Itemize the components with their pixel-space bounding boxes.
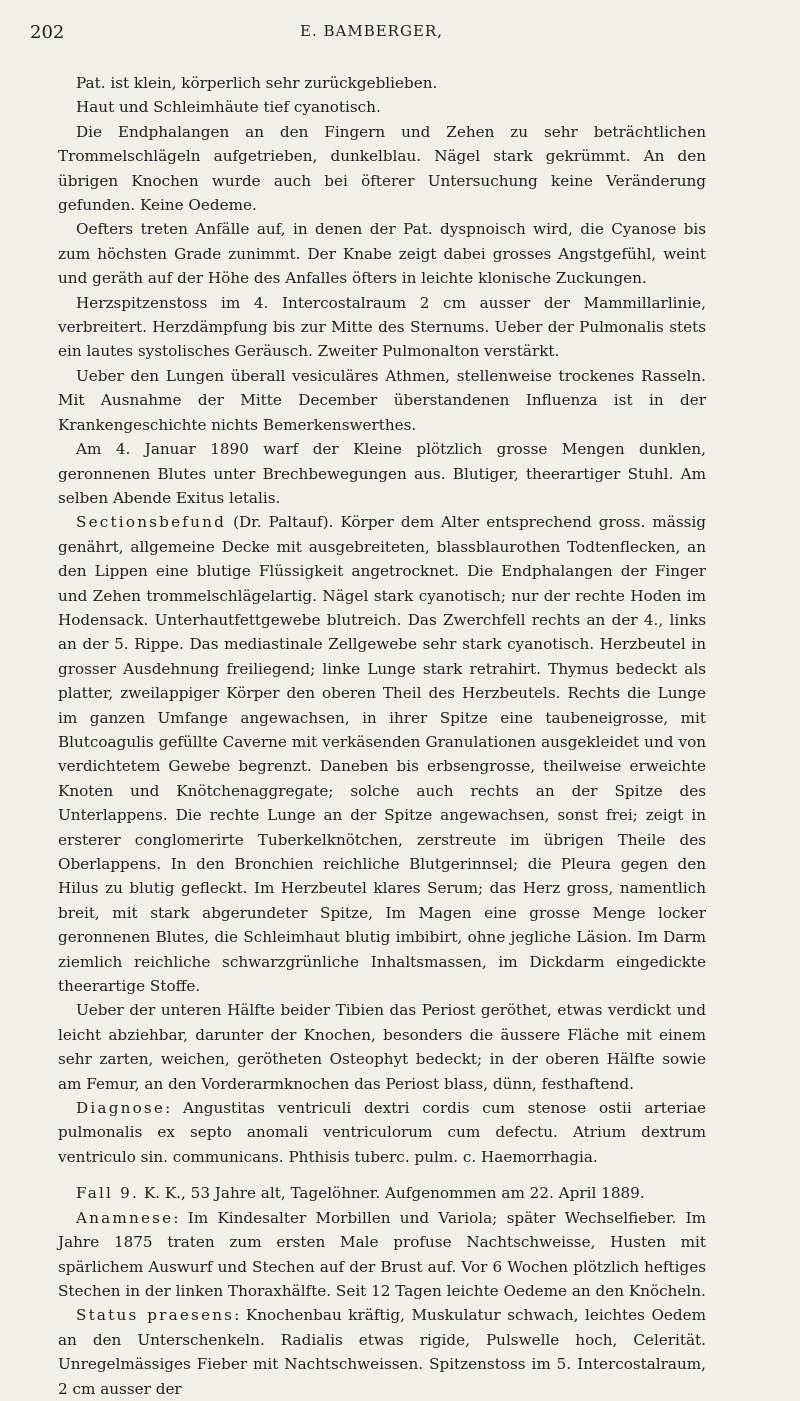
paragraph-text: Pat. ist klein, körperlich sehr zurückgeblieben. [76, 74, 438, 92]
paragraph-text: Am 4. Januar 1890 warf der Kleine plötzlich grosse Mengen dunklen, geronnenen Blutes unter Brechbewegungen aus. Blutiger, theerartiger Stuhl. Am selben Abende Exitus letalis. [58, 440, 706, 507]
section-label: Diagnose [76, 1099, 166, 1118]
paragraph [58, 998, 706, 1096]
paragraph-text: Haut und Schleimhäute tief cyanotisch. [76, 98, 381, 117]
paragraph-text: Ueber der unteren Hälfte beider Tibien das Periost geröthet, etwas verdickt und leicht abziehbar, darunter der Knochen, besonders die äussere Fläche mit einem sehr zarten, weichen, gerötheten Osteophyt bedeckt; in der oberen Hälfte sowie am Femur, an den Vorderarmknochen das Periost blass, dünn, festhaftend. [58, 1001, 706, 1093]
running-title: E. BAMBERGER, [300, 22, 443, 40]
paragraph-text: Ueber den Lungen überall vesiculäres Athmen, stellenweise trockenes Rasseln. Mit Ausnahme der Mitte December überstandenen Influenza ist in der Krankengeschichte nichts Bemerkenswerthes. [58, 366, 706, 434]
paragraph [58, 120, 706, 218]
paragraph [58, 1303, 706, 1401]
page-header [30, 22, 708, 52]
page-number: 202 [30, 22, 65, 43]
paragraph [58, 437, 706, 510]
paragraph [58, 1181, 706, 1205]
section-label: Sectionsbefund [76, 513, 226, 532]
paragraph-text: : Knochenbau kräftig, Muskulatur schwach, leichtes Oedem an den Unterschenkeln. Radialis etwas rigide, Pulswelle hoch, Celerität. Unregelmässiges Fieber mit Nachtschweissen. Spitzenstoss im 5. Intercostalraum, 2 cm ausser der [58, 1306, 707, 1398]
paragraph-text: Die Endphalangen an den Fingern und Zehen zu sehr beträchtlichen Trommelschlägeln aufgetrieben, dunkelblau. Nägel stark gekrümmt. An den übrigen Knochen wurde auch bei öfterer Untersuchung keine Veränderung gefunden. Keine Oedeme. [58, 122, 706, 215]
paragraph [58, 510, 706, 998]
paragraph [58, 291, 706, 364]
paragraph [58, 1206, 706, 1304]
paragraph-text: (Dr. Paltauf). Körper dem Alter entsprechend gross. mässig genährt, allgemeine Decke mit ausgebreiteten, blassblaurothen Todtenflecken, an den Lippen eine blutige Flüssigkeit angetrocknet. Die Endphalangen der Finger und Zehen trommelschlägelartig. Nägel stark cyanotisch; nur der rechte Hoden im Hodensack. Unterhautfettgewebe blutreich. Das Zwerchfell rechts an der 4., links an der 5. Rippe. Das mediastinale Zellgewebe sehr stark cyanotisch. Herzbeutel in grosser Ausdehnung freiliegend; linke Lunge stark retrahirt. Thymus bedeckt als platter, zweilappiger Körper den oberen Theil des Herzbeutels. Rechts die Lunge im ganzen Umfange angewachsen, in ihrer Spitze eine taubeneigrosse, mit Blutcoagulis gefüllte Caverne mit verkäsenden Granulationen ausgekleidet und von verdichtetem Gewebe begrenzt. Daneben bis erbsengrosse, theilweise erweichte Knoten und Knötchenaggregate; solche auch rechts an der Spitze des Unterlappens. Die rechte Lunge an der Spitze angewachsen, sonst frei; zeigt in ersterer conglomerirte Tuberkelknötchen, zerstreute im übrigen Theile des Oberlappens. In den Bronchien reichliche Blutgerinnsel; die Pleura gegen den Hilus zu blutig gefleckt. Im Herzbeutel klares Serum; das Herz gross, namentlich breit, mit stark abgerundeter Spitze, Im Magen eine grosse Menge locker geronnenen Blutes, die Schleimhaut blutig imbibirt, ohne jegliche Läsion. Im Darm ziemlich reichliche schwarzgrünliche Inhaltsmassen, im Dickdarm eingedickte theerartige Stoffe. [58, 513, 706, 996]
paragraph-text: Herzspitzenstoss im 4. Intercostalraum 2 cm ausser der Mammillarlinie, verbreitert. Herzdämpfung bis zur Mitte des Sternums. Ueber der Pulmonalis stets ein lautes systolisches Geräusch. Zweiter Pulmonalton verstärkt. [58, 293, 706, 361]
paragraph-text: Oefters treten Anfälle auf, in denen der Pat. dyspnoisch wird, die Cyanose bis zum höchsten Grade zunimmt. Der Knabe zeigt dabei grosses Angstgefühl, weint und geräth auf der Höhe des Anfalles öfters in leichte klonische Zuckungen. [58, 220, 706, 288]
section-label: Status praesens [76, 1306, 235, 1325]
section-label: Fall 9. [76, 1184, 139, 1203]
paragraph [58, 1096, 706, 1169]
paragraph [58, 95, 706, 119]
paragraph [58, 71, 706, 95]
paragraph [58, 217, 706, 290]
paragraph-text: : Im Kindesalter Morbillen und Variola; später Wechselfieber. Im Jahre 1875 traten zum ersten Male profuse Nachtschweisse, Husten mit spärlichem Auswurf und Stechen auf der Brust auf. Vor 6 Wochen plötzlich heftiges Stechen in der linken Thoraxhälfte. Seit 12 Tagen leichte Oedeme an den Knöcheln. [58, 1208, 706, 1300]
section-label: Anamnese [76, 1208, 174, 1227]
paragraph-text: : Angustitas ventriculi dextri cordis cum stenose ostii arteriae pulmonalis ex septo anomali ventriculorum cum defectu. Atrium dextrum ventriculo sin. communicans. Phthisis tuberc. pulm. c. Haemorrhagia. [58, 1099, 706, 1166]
paragraph [58, 364, 706, 437]
body-text [58, 71, 706, 1401]
paragraph-text: K. K., 53 Jahre alt, Tagelöhner. Aufgenommen am 22. April 1889. [139, 1184, 645, 1203]
